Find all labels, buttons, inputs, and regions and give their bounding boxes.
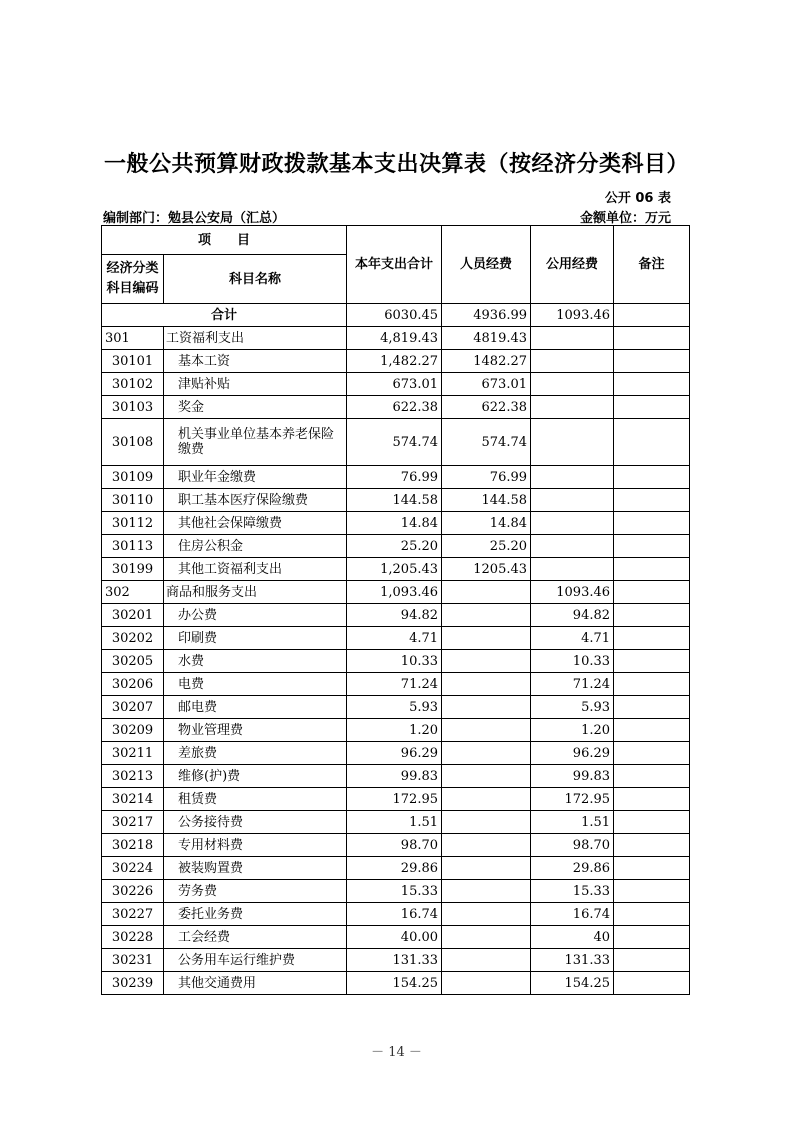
row-personnel <box>442 834 531 857</box>
row-name: 机关事业单位基本养老保险缴费 <box>164 419 347 466</box>
row-name: 其他工资福利支出 <box>164 558 347 581</box>
row-code: 30224 <box>102 857 164 880</box>
table-row <box>102 673 690 696</box>
total-row <box>102 304 690 327</box>
row-name: 职工基本医疗保险缴费 <box>164 489 347 512</box>
table-row <box>102 558 690 581</box>
table-row <box>102 396 690 419</box>
row-code: 30199 <box>102 558 164 581</box>
row-public: 98.70 <box>531 834 614 857</box>
row-public: 29.86 <box>531 857 614 880</box>
row-name: 差旅费 <box>164 742 347 765</box>
table-body <box>102 304 690 995</box>
row-code: 30217 <box>102 811 164 834</box>
row-code: 30110 <box>102 489 164 512</box>
row-note <box>614 788 690 811</box>
row-total: 29.86 <box>347 857 442 880</box>
row-public: 1093.46 <box>531 581 614 604</box>
row-note <box>614 419 690 466</box>
row-note <box>614 581 690 604</box>
row-total: 4.71 <box>347 627 442 650</box>
row-name: 其他交通费用 <box>164 972 347 995</box>
table-row <box>102 489 690 512</box>
row-public <box>531 373 614 396</box>
row-personnel: 673.01 <box>442 373 531 396</box>
row-public <box>531 466 614 489</box>
row-note <box>614 811 690 834</box>
row-public: 1.51 <box>531 811 614 834</box>
row-name: 工会经费 <box>164 926 347 949</box>
row-name: 租赁费 <box>164 788 347 811</box>
row-note <box>614 765 690 788</box>
table-row <box>102 834 690 857</box>
header-code: 经济分类科目编码 <box>102 255 164 304</box>
row-total: 96.29 <box>347 742 442 765</box>
row-personnel <box>442 719 531 742</box>
row-personnel: 622.38 <box>442 396 531 419</box>
row-public: 94.82 <box>531 604 614 627</box>
row-public <box>531 535 614 558</box>
table-row <box>102 903 690 926</box>
table-row <box>102 857 690 880</box>
row-code: 30227 <box>102 903 164 926</box>
table-row <box>102 719 690 742</box>
row-personnel <box>442 627 531 650</box>
department: 编制部门：勉县公安局（汇总） <box>103 211 286 226</box>
row-public: 4.71 <box>531 627 614 650</box>
row-total: 10.33 <box>347 650 442 673</box>
row-code: 30109 <box>102 466 164 489</box>
row-code: 30113 <box>102 535 164 558</box>
row-note <box>614 903 690 926</box>
row-code: 30226 <box>102 880 164 903</box>
row-code: 30108 <box>102 419 164 466</box>
row-total: 76.99 <box>347 466 442 489</box>
row-public <box>531 558 614 581</box>
row-total: 40.00 <box>347 926 442 949</box>
row-code: 30101 <box>102 350 164 373</box>
row-code: 30205 <box>102 650 164 673</box>
header-name: 科目名称 <box>164 255 347 304</box>
table-row <box>102 604 690 627</box>
row-name: 维修(护)费 <box>164 765 347 788</box>
row-total: 1,205.43 <box>347 558 442 581</box>
row-personnel: 144.58 <box>442 489 531 512</box>
row-public <box>531 396 614 419</box>
expenditure-table <box>101 225 690 995</box>
row-public: 96.29 <box>531 742 614 765</box>
header-total: 本年支出合计 <box>347 226 442 304</box>
row-total: 622.38 <box>347 396 442 419</box>
row-name: 工资福利支出 <box>164 327 347 350</box>
row-name: 职业年金缴费 <box>164 466 347 489</box>
row-code: 30228 <box>102 926 164 949</box>
row-name: 邮电费 <box>164 696 347 719</box>
row-code: 30209 <box>102 719 164 742</box>
row-code: 30206 <box>102 673 164 696</box>
row-code: 30201 <box>102 604 164 627</box>
table-row <box>102 512 690 535</box>
row-code: 30112 <box>102 512 164 535</box>
row-note <box>614 949 690 972</box>
row-personnel <box>442 857 531 880</box>
row-note <box>614 350 690 373</box>
form-number: 公开 06 表 <box>604 191 671 206</box>
row-total: 144.58 <box>347 489 442 512</box>
row-code: 302 <box>102 581 164 604</box>
amount-unit: 金额单位：万元 <box>579 211 671 226</box>
row-note <box>614 742 690 765</box>
row-public: 71.24 <box>531 673 614 696</box>
row-code: 30239 <box>102 972 164 995</box>
row-personnel <box>442 696 531 719</box>
row-name: 办公费 <box>164 604 347 627</box>
total-label: 合计 <box>102 304 347 327</box>
table-row <box>102 742 690 765</box>
row-personnel <box>442 972 531 995</box>
row-personnel: 1482.27 <box>442 350 531 373</box>
row-note <box>614 972 690 995</box>
row-name: 电费 <box>164 673 347 696</box>
total-amount: 6030.45 <box>347 304 442 327</box>
row-name: 印刷费 <box>164 627 347 650</box>
row-personnel: 14.84 <box>442 512 531 535</box>
row-name: 奖金 <box>164 396 347 419</box>
row-name: 公务接待费 <box>164 811 347 834</box>
row-total: 1.20 <box>347 719 442 742</box>
row-note <box>614 926 690 949</box>
header-public: 公用经费 <box>531 226 614 304</box>
row-personnel <box>442 903 531 926</box>
row-public: 99.83 <box>531 765 614 788</box>
row-public: 15.33 <box>531 880 614 903</box>
row-code: 30207 <box>102 696 164 719</box>
row-name: 津贴补贴 <box>164 373 347 396</box>
row-public: 172.95 <box>531 788 614 811</box>
row-note <box>614 673 690 696</box>
row-total: 673.01 <box>347 373 442 396</box>
row-note <box>614 696 690 719</box>
row-public <box>531 512 614 535</box>
row-total: 99.83 <box>347 765 442 788</box>
table-row <box>102 350 690 373</box>
row-personnel <box>442 650 531 673</box>
row-code: 30202 <box>102 627 164 650</box>
row-public: 40 <box>531 926 614 949</box>
row-public: 10.33 <box>531 650 614 673</box>
row-name: 水费 <box>164 650 347 673</box>
row-public <box>531 419 614 466</box>
row-note <box>614 535 690 558</box>
row-total: 131.33 <box>347 949 442 972</box>
row-note <box>614 373 690 396</box>
row-total: 574.74 <box>347 419 442 466</box>
header-personnel: 人员经费 <box>442 226 531 304</box>
row-total: 1,482.27 <box>347 350 442 373</box>
row-note <box>614 880 690 903</box>
row-total: 4,819.43 <box>347 327 442 350</box>
total-public: 1093.46 <box>531 304 614 327</box>
table-row <box>102 535 690 558</box>
row-code: 30102 <box>102 373 164 396</box>
row-code: 30211 <box>102 742 164 765</box>
table-header <box>102 226 690 304</box>
table-row <box>102 811 690 834</box>
row-note <box>614 489 690 512</box>
row-name: 基本工资 <box>164 350 347 373</box>
table-row <box>102 419 690 466</box>
row-code: 301 <box>102 327 164 350</box>
row-personnel <box>442 604 531 627</box>
row-public <box>531 327 614 350</box>
page-title: 一般公共预算财政拨款基本支出决算表（按经济分类科目） <box>103 152 689 177</box>
row-personnel <box>442 742 531 765</box>
row-name: 委托业务费 <box>164 903 347 926</box>
row-note <box>614 604 690 627</box>
row-note <box>614 857 690 880</box>
table-row <box>102 696 690 719</box>
header-note: 备注 <box>614 226 690 304</box>
row-name: 公务用车运行维护费 <box>164 949 347 972</box>
row-public: 154.25 <box>531 972 614 995</box>
row-public <box>531 350 614 373</box>
row-personnel: 574.74 <box>442 419 531 466</box>
row-code: 30214 <box>102 788 164 811</box>
row-name: 物业管理费 <box>164 719 347 742</box>
row-name: 其他社会保障缴费 <box>164 512 347 535</box>
row-public: 131.33 <box>531 949 614 972</box>
table-row <box>102 627 690 650</box>
row-personnel: 76.99 <box>442 466 531 489</box>
row-note <box>614 512 690 535</box>
row-total: 16.74 <box>347 903 442 926</box>
row-total: 154.25 <box>347 972 442 995</box>
row-total: 1,093.46 <box>347 581 442 604</box>
row-note <box>614 558 690 581</box>
table-row <box>102 581 690 604</box>
row-total: 1.51 <box>347 811 442 834</box>
row-personnel <box>442 581 531 604</box>
row-public <box>531 489 614 512</box>
row-personnel <box>442 949 531 972</box>
row-name: 商品和服务支出 <box>164 581 347 604</box>
row-code: 30218 <box>102 834 164 857</box>
row-name: 被装购置费 <box>164 857 347 880</box>
row-note <box>614 466 690 489</box>
row-total: 14.84 <box>347 512 442 535</box>
table-row <box>102 926 690 949</box>
row-personnel <box>442 765 531 788</box>
row-personnel: 25.20 <box>442 535 531 558</box>
table-row <box>102 373 690 396</box>
row-note <box>614 396 690 419</box>
row-total: 172.95 <box>347 788 442 811</box>
table-row <box>102 466 690 489</box>
row-name: 专用材料费 <box>164 834 347 857</box>
table-row <box>102 949 690 972</box>
row-note <box>614 650 690 673</box>
row-personnel <box>442 926 531 949</box>
row-total: 71.24 <box>347 673 442 696</box>
row-note <box>614 627 690 650</box>
row-code: 30231 <box>102 949 164 972</box>
header-item: 项 目 <box>102 226 347 255</box>
row-total: 98.70 <box>347 834 442 857</box>
table-row <box>102 788 690 811</box>
row-name: 劳务费 <box>164 880 347 903</box>
table-row <box>102 327 690 350</box>
row-public: 1.20 <box>531 719 614 742</box>
row-personnel: 4819.43 <box>442 327 531 350</box>
row-personnel <box>442 880 531 903</box>
row-name: 住房公积金 <box>164 535 347 558</box>
row-note <box>614 834 690 857</box>
row-public: 16.74 <box>531 903 614 926</box>
row-code: 30213 <box>102 765 164 788</box>
row-note <box>614 327 690 350</box>
row-personnel: 1205.43 <box>442 558 531 581</box>
row-note <box>614 719 690 742</box>
row-personnel <box>442 788 531 811</box>
page-number: － 14 － <box>371 1045 422 1060</box>
table-row <box>102 880 690 903</box>
table-row <box>102 972 690 995</box>
row-total: 25.20 <box>347 535 442 558</box>
row-total: 94.82 <box>347 604 442 627</box>
row-total: 15.33 <box>347 880 442 903</box>
row-total: 5.93 <box>347 696 442 719</box>
row-personnel <box>442 811 531 834</box>
total-personnel: 4936.99 <box>442 304 531 327</box>
row-public: 5.93 <box>531 696 614 719</box>
row-personnel <box>442 673 531 696</box>
total-note <box>614 304 690 327</box>
row-code: 30103 <box>102 396 164 419</box>
table-row <box>102 765 690 788</box>
table-row <box>102 650 690 673</box>
